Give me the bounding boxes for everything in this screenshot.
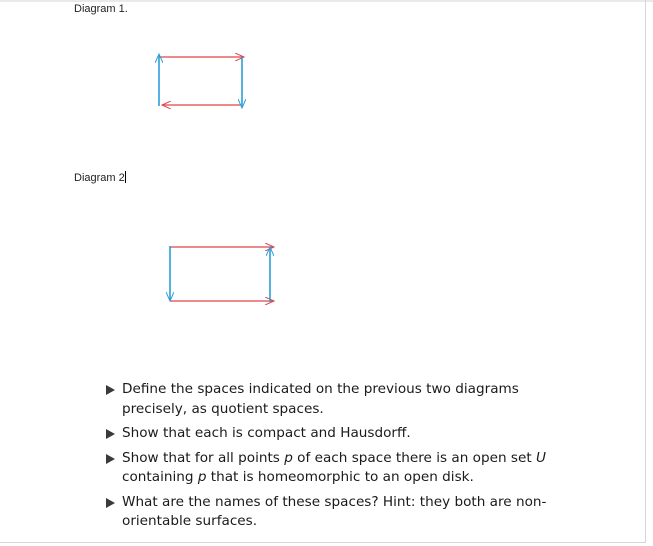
bullet-triangle-icon	[106, 498, 115, 508]
bullet-triangle-icon	[106, 385, 115, 395]
diagram-2-label	[74, 171, 126, 184]
question-item-4	[104, 493, 574, 532]
question-item-1	[104, 380, 574, 419]
question-4-text: What are the names of these spaces? Hint: they both are non-orientable surfaces.	[122, 493, 547, 529]
math-var-p: p	[197, 469, 207, 485]
question-1-text: Define the spaces indicated on the previous two diagrams precisely, as quotient spaces.	[122, 381, 519, 417]
question-item-2	[104, 424, 574, 444]
question-2-text: Show that each is compact and Hausdorff.	[122, 425, 411, 441]
diagram-2	[160, 240, 280, 306]
question-item-3	[104, 449, 574, 488]
question-3-text-d: that is homeomorphic to an open disk.	[206, 469, 474, 485]
math-var-p: p	[284, 449, 293, 466]
question-list	[104, 380, 574, 537]
bullet-triangle-icon	[106, 454, 115, 464]
math-var-U: U	[535, 449, 546, 466]
text-cursor	[125, 171, 126, 183]
bullet-triangle-icon	[106, 429, 115, 439]
diagram-1	[150, 50, 250, 112]
question-3-text-b: of each space there is an open set	[292, 449, 536, 466]
question-3-text-a: Show that for all points	[122, 449, 285, 466]
diagram-2-label-text: Diagram 2	[74, 172, 125, 184]
diagram-1-label: Diagram 1.	[74, 3, 128, 15]
question-3-text-c: containing	[122, 469, 198, 485]
